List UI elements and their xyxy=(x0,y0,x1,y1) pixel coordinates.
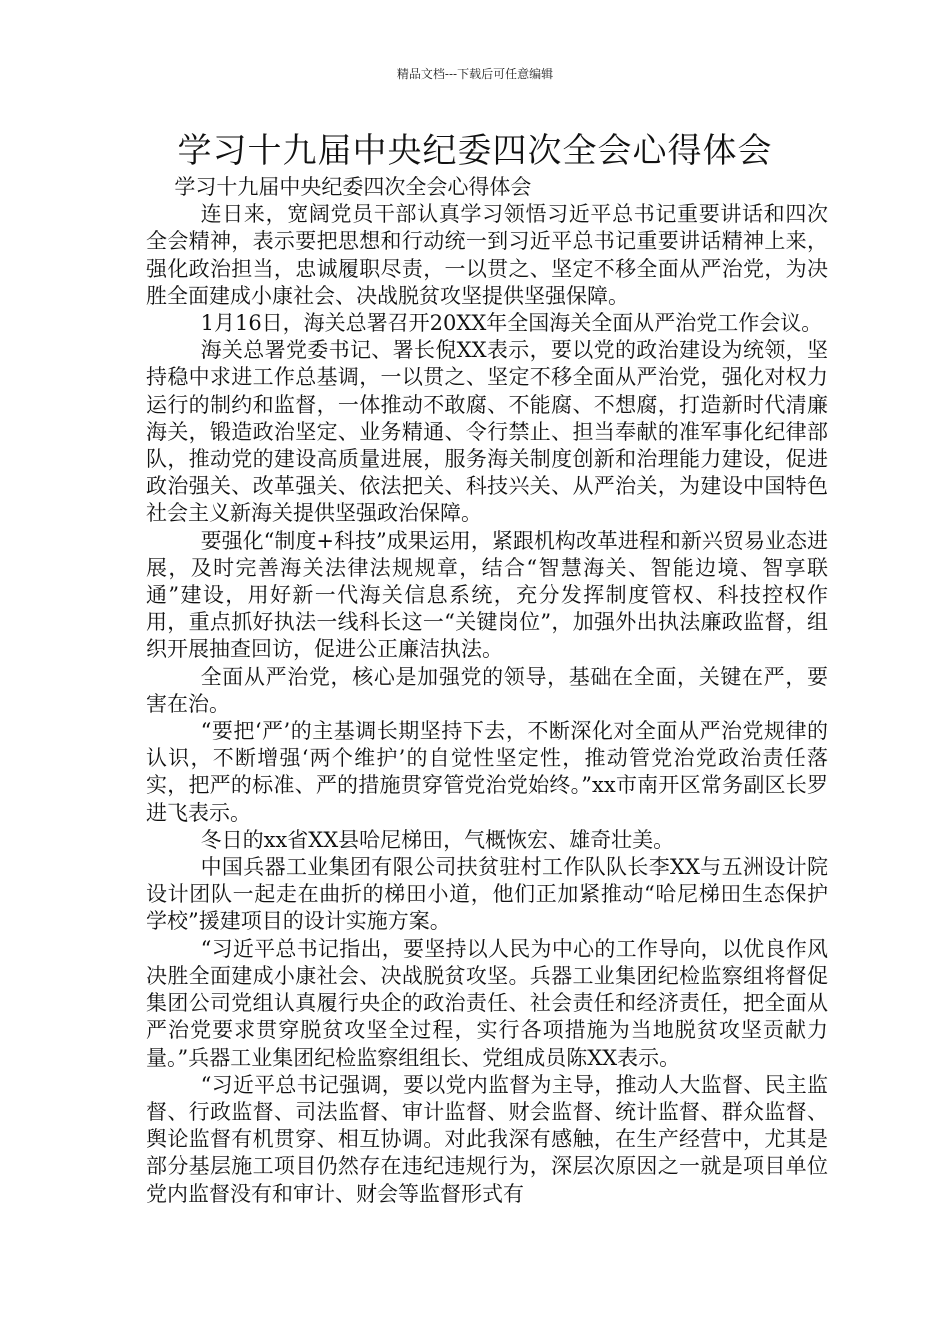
paragraph: 要强化“制度+科技”成果运用，紧跟机构改革进程和新兴贸易业态进展，及时完善海关法律法规规章，结合“智慧海关、智能边境、智享联通”建设，用好新一代海关信息系统，充分发挥制度管权、科技控权作用，重点抓好执法一线科长这一“关键岗位”，加强外出执法廉政监督，组织开展抽查回访，促进公正廉洁执法。 xyxy=(146,528,828,662)
document-title: 学习十九届中央纪委四次全会心得体会 xyxy=(177,131,773,171)
paragraph: “习近平总书记强调，要以党内监督为主导，推动人大监督、民主监督、行政监督、司法监督、审计监督、财会监督、统计监督、群众监督、舆论监督有机贯穿、相互协调。对此我深有感触，在生产经营中，尤其是部分基层施工项目仍然存在违纪违规行为，深层次原因之一就是项目单位党内监督没有和审计、财会等监督形式有 xyxy=(146,1072,828,1206)
page-header-note: 精品文档---下载后可任意编辑 xyxy=(396,67,554,81)
paragraph: 中国兵器工业集团有限公司扶贫驻村工作队队长李XX与五洲设计院设计团队一起走在曲折的梯田小道，他们正加紧推动“哈尼梯田生态保护学校”援建项目的设计实施方案。 xyxy=(146,855,828,934)
paragraph: 冬日的xx省XX县哈尼梯田，气概恢宏、雄奇壮美。 xyxy=(200,827,675,852)
paragraph: “要把‘严’的主基调长期坚持下去，不断深化对全面从严治党规律的认识，不断增强‘两个维护’的自觉性坚定性，推动管党治党政治责任落实，把严的标准、严的措施贯穿管党治党始终。”xx市南开区常务副区长罗进飞表示。 xyxy=(146,719,828,825)
paragraph: 连日来，宽阔党员干部认真学习领悟习近平总书记重要讲话和四次全会精神，表示要把思想和行动统一到习近平总书记重要讲话精神上来，强化政治担当，忠诚履职尽责，一以贯之、坚定不移全面从严治党，为决胜全面建成小康社会、决战脱贫攻坚提供坚强保障。 xyxy=(146,202,828,308)
paragraph: 海关总署党委书记、署长倪XX表示，要以党的政治建设为统领，坚持稳中求进工作总基调，一以贯之、坚定不移全面从严治党，强化对权力运行的制约和监督，一体推动不敢腐、不能腐、不想腐，打造新时代清廉海关，锻造政治坚定、业务精通、令行禁止、担当奉献的准军事化纪律部队，推动党的建设高质量进展，服务海关制度创新和治理能力建设，促进政治强关、改革强关、依法把关、科技兴关、从严治关，为建设中国特色社会主义新海关提供坚强政治保障。 xyxy=(146,338,828,526)
document-subtitle: 学习十九届中央纪委四次全会心得体会 xyxy=(174,175,532,199)
paragraph: 1月16日，海关总署召开20XX年全国海关全面从严治党工作会议。 xyxy=(200,311,823,336)
document-body xyxy=(146,174,828,1208)
paragraph: 全面从严治党，核心是加强党的领导，基础在全面，关键在严，要害在治。 xyxy=(146,664,828,716)
paragraph: “习近平总书记指出，要坚持以人民为中心的工作导向，以优良作风决胜全面建成小康社会、决战脱贫攻坚。兵器工业集团纪检监察组将督促集团公司党组认真履行央企的政治责任、社会责任和经济责任，把全面从严治党要求贯穿脱贫攻坚全过程，实行各项措施为当地脱贫攻坚贡献力量。”兵器工业集团纪检监察组组长、党组成员陈XX表示。 xyxy=(146,936,828,1070)
